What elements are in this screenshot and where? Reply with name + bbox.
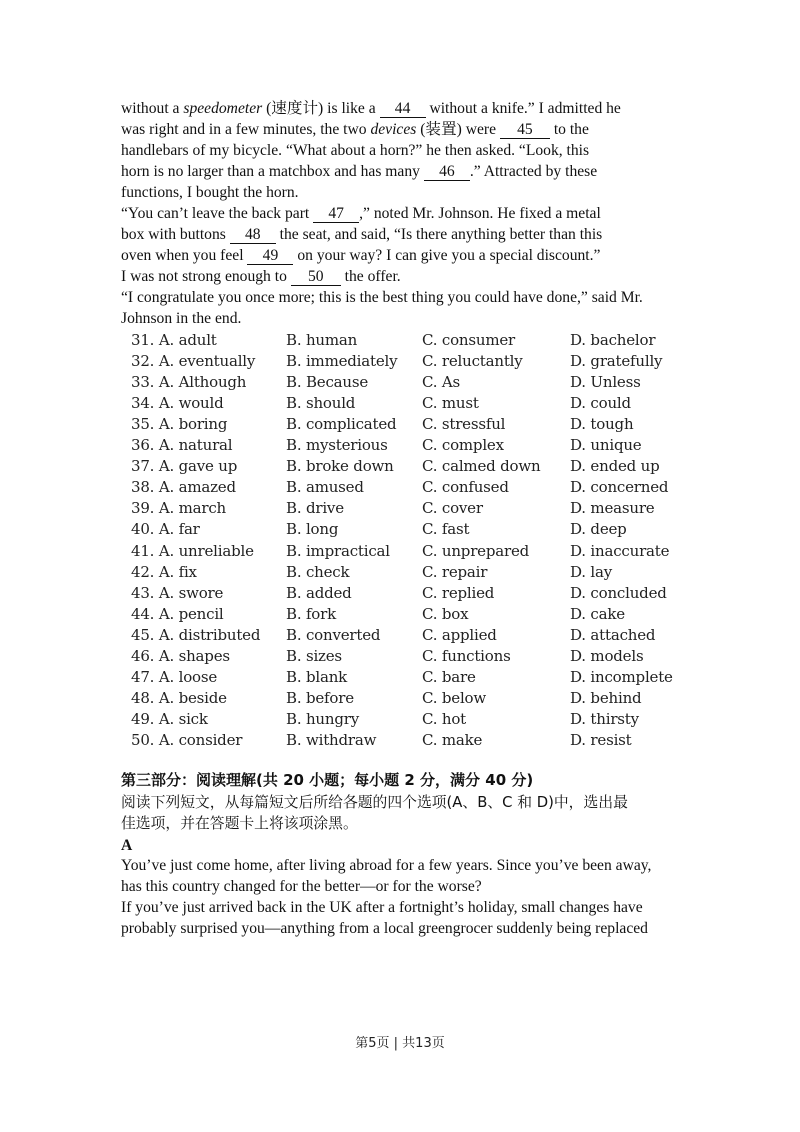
- option-choice: B. added: [286, 583, 352, 602]
- option-choice: C. below: [422, 688, 487, 707]
- passage-line-2: was right and in a few minutes, the two devices (装置) were 45 to the: [121, 121, 589, 138]
- option-choice: C. make: [422, 730, 483, 749]
- option-choice: 47. A. loose: [131, 667, 218, 686]
- option-row: [131, 605, 691, 626]
- option-choice: B. drive: [286, 499, 344, 518]
- blank-50: 50: [291, 268, 341, 286]
- option-choice: 39. A. march: [131, 499, 226, 518]
- blank-47: 47: [313, 205, 359, 223]
- option-choice: C. confused: [422, 478, 509, 497]
- option-choice: 44. A. pencil: [131, 604, 224, 623]
- option-choice: C. bare: [422, 667, 476, 686]
- option-choice: C. calmed down: [422, 457, 541, 476]
- passage-line-5: functions, I bought the horn.: [121, 184, 299, 201]
- reading-line-1: You’ve just come home, after living abroad for a few years. Since you’ve been away,: [121, 857, 652, 874]
- option-choice: 45. A. distributed: [131, 625, 261, 644]
- option-choice: B. Because: [286, 373, 369, 392]
- option-choice: 32. A. eventually: [131, 352, 256, 371]
- option-choice: B. fork: [286, 604, 337, 623]
- option-choice: D. unique: [570, 436, 642, 455]
- option-choice: 40. A. far: [131, 520, 200, 539]
- passage-line-10: “I congratulate you once more; this is the best thing you could have done,” said Mr.: [121, 289, 643, 306]
- blank-44: 44: [380, 100, 426, 118]
- option-row: [131, 457, 691, 478]
- option-row: [131, 373, 691, 394]
- option-row: [131, 689, 691, 710]
- option-row: [131, 647, 691, 668]
- option-choice: C. consumer: [422, 331, 516, 349]
- option-choice: B. mysterious: [286, 436, 388, 455]
- passage-line-9: I was not strong enough to 50 the offer.: [121, 268, 401, 285]
- passage-line-11: Johnson in the end.: [121, 310, 242, 327]
- option-choice: D. concluded: [570, 583, 667, 602]
- option-choice: D. behind: [570, 688, 642, 707]
- passage-line-1: without a speedometer (速度计) is like a 44 without a knife.” I admitted he: [121, 100, 621, 117]
- option-row: [131, 478, 691, 499]
- option-choice: C. As: [422, 373, 461, 392]
- option-row: [131, 394, 691, 415]
- reading-line-2: has this country changed for the better—or for the worse?: [121, 878, 482, 895]
- blank-46: 46: [424, 163, 470, 181]
- option-choice: D. cake: [570, 604, 625, 623]
- option-choice: C. repair: [422, 562, 488, 581]
- passage-line-4: horn is no larger than a matchbox and has many 46 .” Attracted by these: [121, 163, 598, 180]
- option-choice: B. immediately: [286, 352, 398, 371]
- option-choice: 34. A. would: [131, 394, 224, 413]
- option-choice: D. models: [570, 646, 644, 665]
- option-choice: D. bachelor: [570, 331, 656, 349]
- option-row: [131, 499, 691, 520]
- option-choice: B. sizes: [286, 646, 342, 665]
- option-choice: C. complex: [422, 436, 504, 455]
- option-choice: C. reluctantly: [422, 352, 523, 371]
- option-choice: D. resist: [570, 730, 632, 749]
- blank-48: 48: [230, 226, 276, 244]
- option-choice: D. deep: [570, 520, 627, 539]
- option-choice: B. amused: [286, 478, 364, 497]
- option-row: [131, 710, 691, 731]
- option-choice: C. functions: [422, 646, 511, 665]
- option-choice: D. could: [570, 394, 631, 413]
- option-choice: B. before: [286, 688, 354, 707]
- option-row: [131, 584, 691, 605]
- option-choice: C. applied: [422, 625, 497, 644]
- option-choice: D. inaccurate: [570, 541, 670, 560]
- option-choice: 49. A. sick: [131, 709, 208, 728]
- option-choice: 41. A. unreliable: [131, 541, 254, 560]
- option-choice: 38. A. amazed: [131, 478, 236, 497]
- option-choice: 50. A. consider: [131, 730, 243, 749]
- option-choice: C. stressful: [422, 415, 506, 434]
- option-choice: B. converted: [286, 625, 381, 644]
- option-choice: D. measure: [570, 499, 655, 518]
- option-choice: B. should: [286, 394, 356, 413]
- option-choice: D. gratefully: [570, 352, 663, 371]
- option-choice: B. withdraw: [286, 730, 377, 749]
- option-choice: 37. A. gave up: [131, 457, 238, 476]
- option-choice: 31. A. adult: [131, 331, 217, 349]
- passage-line-3: handlebars of my bicycle. “What about a horn?” he then asked. “Look, this: [121, 142, 590, 159]
- section-heading: 第三部分：阅读理解(共 20 小题；每小题 2 分，满分 40 分): [121, 771, 534, 789]
- option-choice: B. broke down: [286, 457, 394, 476]
- option-choice: 36. A. natural: [131, 436, 233, 455]
- section-instruction-1: 阅读下列短文，从每篇短文后所给各题的四个选项(A、B、C 和 D)中，选出最: [121, 794, 628, 811]
- reading-line-4: probably surprised you—anything from a local greengrocer suddenly being replaced: [121, 920, 648, 937]
- option-row: [131, 668, 691, 689]
- option-choice: C. must: [422, 394, 479, 413]
- option-choice: C. replied: [422, 583, 495, 602]
- option-choice: D. attached: [570, 625, 656, 644]
- option-choice: C. box: [422, 604, 469, 623]
- option-choice: D. concerned: [570, 478, 669, 497]
- option-choice: B. check: [286, 562, 350, 581]
- passage-line-6: “You can’t leave the back part 47 ,” noted Mr. Johnson. He fixed a metal: [121, 205, 601, 222]
- option-row: [131, 352, 691, 373]
- option-choice: 48. A. beside: [131, 688, 227, 707]
- option-row: [131, 520, 691, 541]
- option-row: [131, 626, 691, 647]
- option-choice: B. hungry: [286, 709, 359, 728]
- option-choice: D. Unless: [570, 373, 641, 392]
- page-footer: 第5页 | 共13页: [355, 1036, 445, 1051]
- blank-45: 45: [500, 121, 550, 139]
- passage-label: A: [121, 837, 133, 854]
- option-choice: C. unprepared: [422, 541, 530, 560]
- option-row: [131, 436, 691, 457]
- option-choice: 43. A. swore: [131, 583, 224, 602]
- passage-line-7: box with buttons 48 the seat, and said, “Is there anything better than this: [121, 226, 603, 243]
- option-choice: 46. A. shapes: [131, 646, 230, 665]
- option-choice: D. lay: [570, 562, 613, 581]
- option-choice: D. ended up: [570, 457, 660, 476]
- option-choice: C. fast: [422, 520, 470, 539]
- option-row: [131, 331, 691, 352]
- option-choice: B. impractical: [286, 541, 390, 560]
- option-choice: B. human: [286, 331, 358, 349]
- option-choice: B. complicated: [286, 415, 397, 434]
- option-row: [131, 563, 691, 584]
- option-choice: B. blank: [286, 667, 348, 686]
- option-row: [131, 731, 691, 752]
- option-choice: 33. A. Although: [131, 373, 247, 392]
- option-choice: D. tough: [570, 415, 634, 434]
- reading-line-3: If you’ve just arrived back in the UK after a fortnight’s holiday, small changes have: [121, 899, 643, 916]
- option-choice: C. cover: [422, 499, 483, 518]
- option-choice: C. hot: [422, 709, 466, 728]
- blank-49: 49: [247, 247, 293, 265]
- passage-line-8: oven when you feel 49 on your way? I can give you a special discount.”: [121, 247, 601, 264]
- option-choice: D. incomplete: [570, 667, 673, 686]
- option-choice: 42. A. fix: [131, 562, 197, 581]
- option-row: [131, 542, 691, 563]
- option-row: [131, 415, 691, 436]
- option-choice: D. thirsty: [570, 709, 639, 728]
- section-instruction-2: 佳选项，并在答题卡上将该项涂黑。: [121, 815, 358, 832]
- option-choice: 35. A. boring: [131, 415, 228, 434]
- option-choice: B. long: [286, 520, 339, 539]
